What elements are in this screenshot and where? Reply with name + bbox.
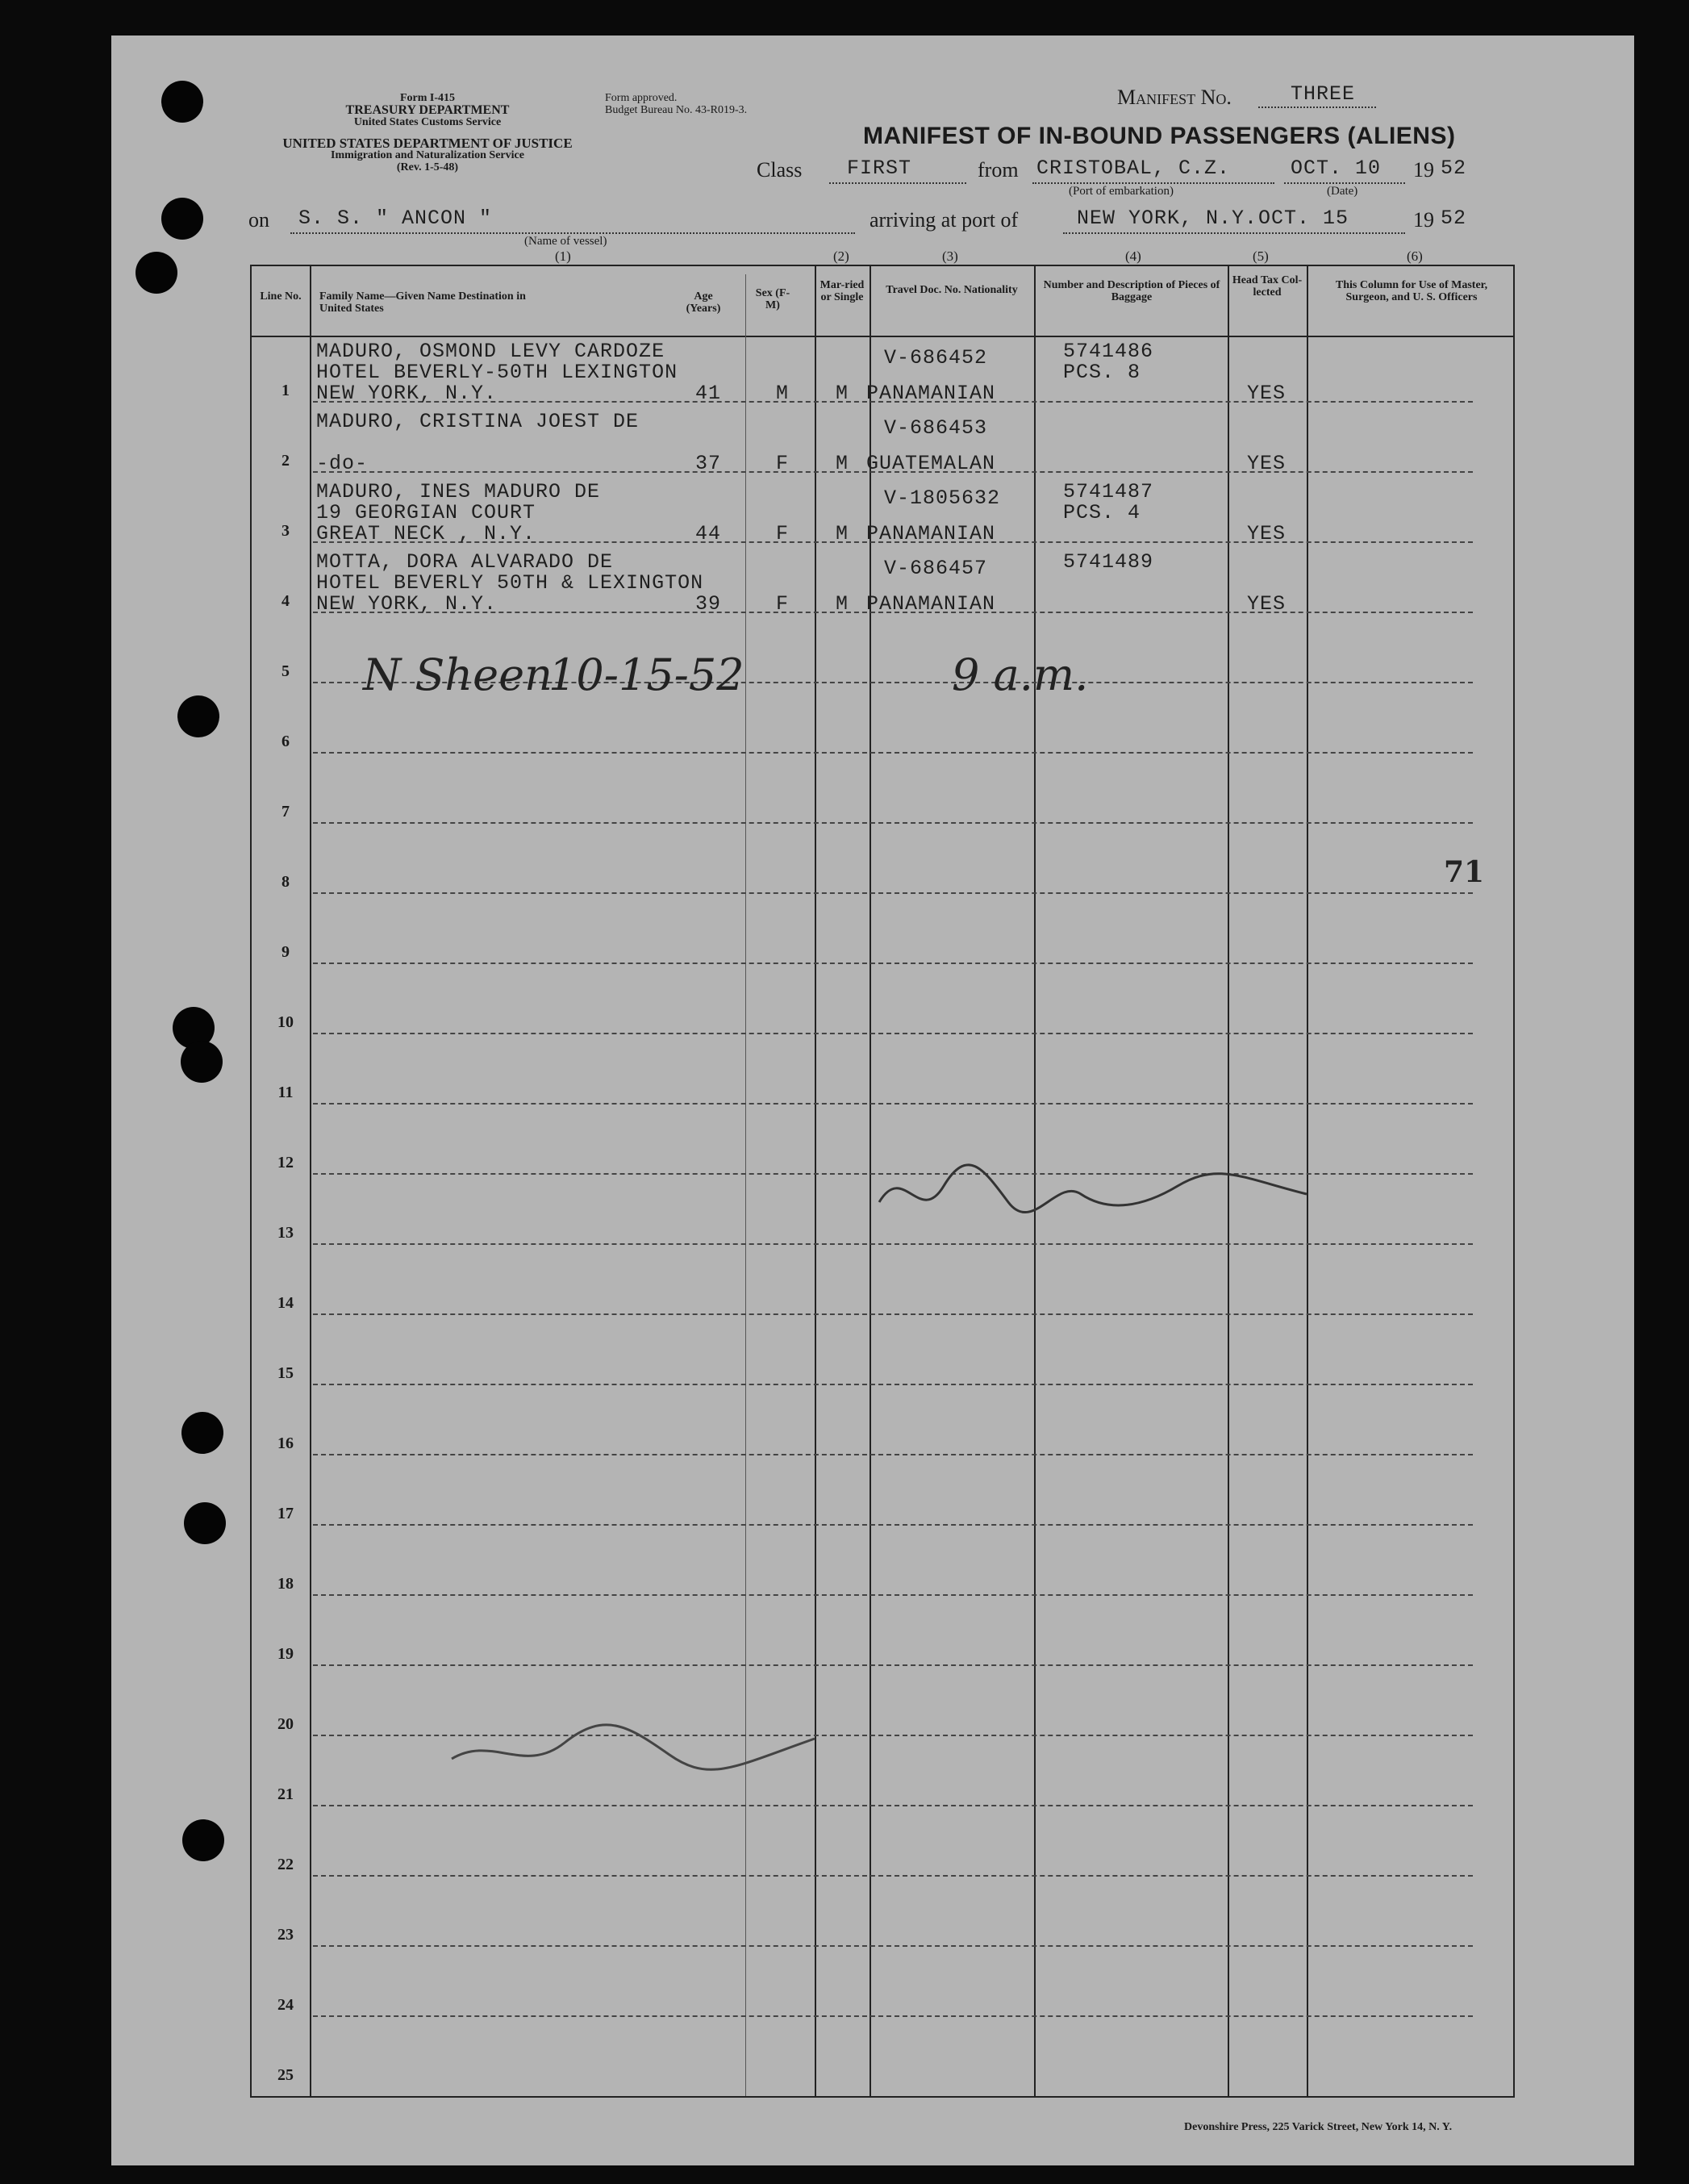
embark-year: 52 [1441,157,1467,180]
row-number: 4 [282,592,290,610]
row-number: 25 [277,2066,294,2084]
travel-doc-number: V-686457 [884,557,988,580]
row-line [313,1524,1473,1526]
passenger-city: NEW YORK, N.Y. [316,592,498,616]
class-value: FIRST [847,157,912,180]
punch-hole [136,252,177,294]
row-line [313,1594,1473,1596]
head-tax: YES [1247,522,1287,545]
col-header-sex: Sex (F-M) [755,287,790,311]
head-tax: YES [1247,382,1287,405]
row-number: 13 [277,1224,294,1242]
row-number: 6 [282,733,290,750]
passenger-name: MADURO, OSMOND LEVY CARDOZE [316,340,665,363]
travel-doc-number: V-1805632 [884,486,1001,510]
row-line [313,822,1473,824]
col-header-married: Mar-ried or Single [819,279,865,303]
arrival-port: NEW YORK, N.Y. [1077,207,1258,230]
row-line [313,892,1473,894]
justice-dept: UNITED STATES DEPARTMENT OF JUSTICE [282,136,573,151]
date-caption: (Date) [1327,185,1358,198]
passenger-age: 39 [695,592,722,616]
row-line [313,1103,1473,1105]
baggage-number: 5741487 [1063,480,1154,503]
col-header-travel: Travel Doc. No. Nationality [886,284,1018,296]
passenger-age: 37 [695,452,722,475]
column-number: (2) [833,248,849,264]
passenger-sex: M [776,382,790,405]
year-prefix: 19 [1413,158,1434,182]
embark-date: OCT. 10 [1291,157,1382,180]
on-label: on [248,208,269,232]
row-line [313,1664,1473,1666]
row-number: 18 [277,1575,294,1593]
row-number: 1 [282,382,290,399]
passenger-city: NEW YORK, N.Y. [316,382,498,405]
arrival-date: OCT. 15 [1258,207,1349,230]
row-line [313,963,1473,964]
budget-bureau: Budget Bureau No. 43-R019-3. [605,104,748,116]
passenger-nationality: PANAMANIAN [866,592,996,616]
embark-port: CRISTOBAL, C.Z. [1036,157,1231,180]
punch-hole [181,1041,223,1083]
column-number: (4) [1125,248,1141,264]
col-header-baggage: Number and Description of Pieces of Baggage [1043,279,1220,303]
vessel-caption: (Name of vessel) [524,235,607,248]
treasury-dept: TREASURY DEPARTMENT [345,103,510,117]
page-title: MANIFEST OF IN-BOUND PASSENGERS (ALIENS) [863,123,1456,149]
passenger-city: -do- [316,452,369,475]
row-number: 17 [277,1505,294,1522]
passenger-city: GREAT NECK , N.Y. [316,522,536,545]
arrival-year: 52 [1441,207,1467,230]
row-number: 7 [282,803,290,821]
row-number: 2 [282,452,290,470]
row-line [313,1875,1473,1877]
row-number: 10 [277,1013,294,1031]
inspector-signature: N Sheen [363,649,553,700]
row-number: 14 [277,1294,294,1312]
column-number: (3) [942,248,958,264]
punch-hole [181,1412,223,1454]
punch-hole [161,81,203,123]
passenger-name: MOTTA, DORA ALVARADO DE [316,550,614,574]
punch-hole [184,1502,226,1544]
row-number: 22 [277,1856,294,1873]
row-number: 16 [277,1434,294,1452]
row-number: 21 [277,1785,294,1803]
form-approved: Form approved. [605,92,678,104]
passenger-name: MADURO, INES MADURO DE [316,480,601,503]
vessel-name: S. S. " ANCON " [298,207,493,230]
column-number: (1) [555,248,571,264]
inspection-date: 10-15-52 [548,649,744,700]
passenger-marital: M [836,452,849,475]
arrival-year-prefix: 19 [1413,208,1434,232]
baggage-number: 5741486 [1063,340,1154,363]
class-label: Class [757,158,803,182]
ins-service: Immigration and Naturalization Service [331,149,524,161]
punch-hole [161,198,203,240]
col-header-age: Age (Years) [686,290,721,315]
row-line [313,1384,1473,1385]
officer-signature-scribble [871,1146,1323,1234]
row-number: 9 [282,943,290,961]
punch-hole [177,695,219,737]
row-number: 3 [282,522,290,540]
printer-credit: Devonshire Press, 225 Varick Street, New York 14, N. Y. [1184,2121,1453,2133]
faint-signature-scribble [444,1710,831,1783]
passenger-marital: M [836,592,849,616]
row-number: 8 [282,873,290,891]
row-number: 5 [282,662,290,680]
column-number: (5) [1253,248,1269,264]
baggage-pieces: PCS. 8 [1063,361,1141,384]
baggage-number: 5741489 [1063,550,1154,574]
passenger-sex: F [776,452,790,475]
row-number: 15 [277,1364,294,1382]
col-header-tax: Head Tax Col-lected [1232,274,1303,299]
row-number: 11 [277,1084,294,1101]
passenger-nationality: GUATEMALAN [866,452,996,475]
passenger-nationality: PANAMANIAN [866,382,996,405]
passenger-age: 44 [695,522,722,545]
row-line [313,752,1473,754]
passenger-age: 41 [695,382,722,405]
row-number: 19 [277,1645,294,1663]
row-line [313,2015,1473,2017]
manifest-no-value: THREE [1291,82,1356,106]
inspection-time: 9 a.m. [952,649,1089,700]
passenger-sex: F [776,522,790,545]
passenger-name: MADURO, CRISTINA JOEST DE [316,410,640,433]
punch-hole [182,1819,224,1861]
row-number: 12 [277,1154,294,1171]
row-line [313,1033,1473,1034]
passenger-nationality: PANAMANIAN [866,522,996,545]
baggage-pieces: PCS. 4 [1063,501,1141,524]
row-line [313,1313,1473,1315]
passenger-marital: M [836,522,849,545]
revision: (Rev. 1-5-48) [396,161,459,173]
row-number: 20 [277,1715,294,1733]
arriving-label: arriving at port of [870,208,1019,232]
form-id: Form I-415 [399,92,456,104]
passenger-address: HOTEL BEVERLY-50TH LEXINGTON [316,361,678,384]
row-line [313,1454,1473,1455]
column-number: (6) [1407,248,1423,264]
travel-doc-number: V-686453 [884,416,988,440]
passenger-address: 19 GEORGIAN COURT [316,501,536,524]
col-header-name: Family Name—Given Name Destination in United States [319,290,526,315]
travel-doc-number: V-686452 [884,346,988,370]
col-header-line: Line No. [260,290,302,303]
head-tax: YES [1247,592,1287,616]
row-line [313,1945,1473,1947]
passenger-marital: M [836,382,849,405]
side-note: 71 [1444,855,1485,889]
customs-service: United States Customs Service [353,116,502,128]
passenger-sex: F [776,592,790,616]
passenger-address: HOTEL BEVERLY 50TH & LEXINGTON [316,571,704,595]
row-line [313,1805,1473,1806]
row-number: 24 [277,1996,294,2014]
col-header-officers: This Column for Use of Master, Surgeon, and U. S. Officers [1335,279,1488,303]
row-line [313,1243,1473,1245]
from-label: from [978,158,1019,182]
manifest-no-label: Manifest No. [1117,86,1232,109]
row-number: 23 [277,1926,294,1944]
port-embark-caption: (Port of embarkation) [1069,185,1174,198]
head-tax: YES [1247,452,1287,475]
